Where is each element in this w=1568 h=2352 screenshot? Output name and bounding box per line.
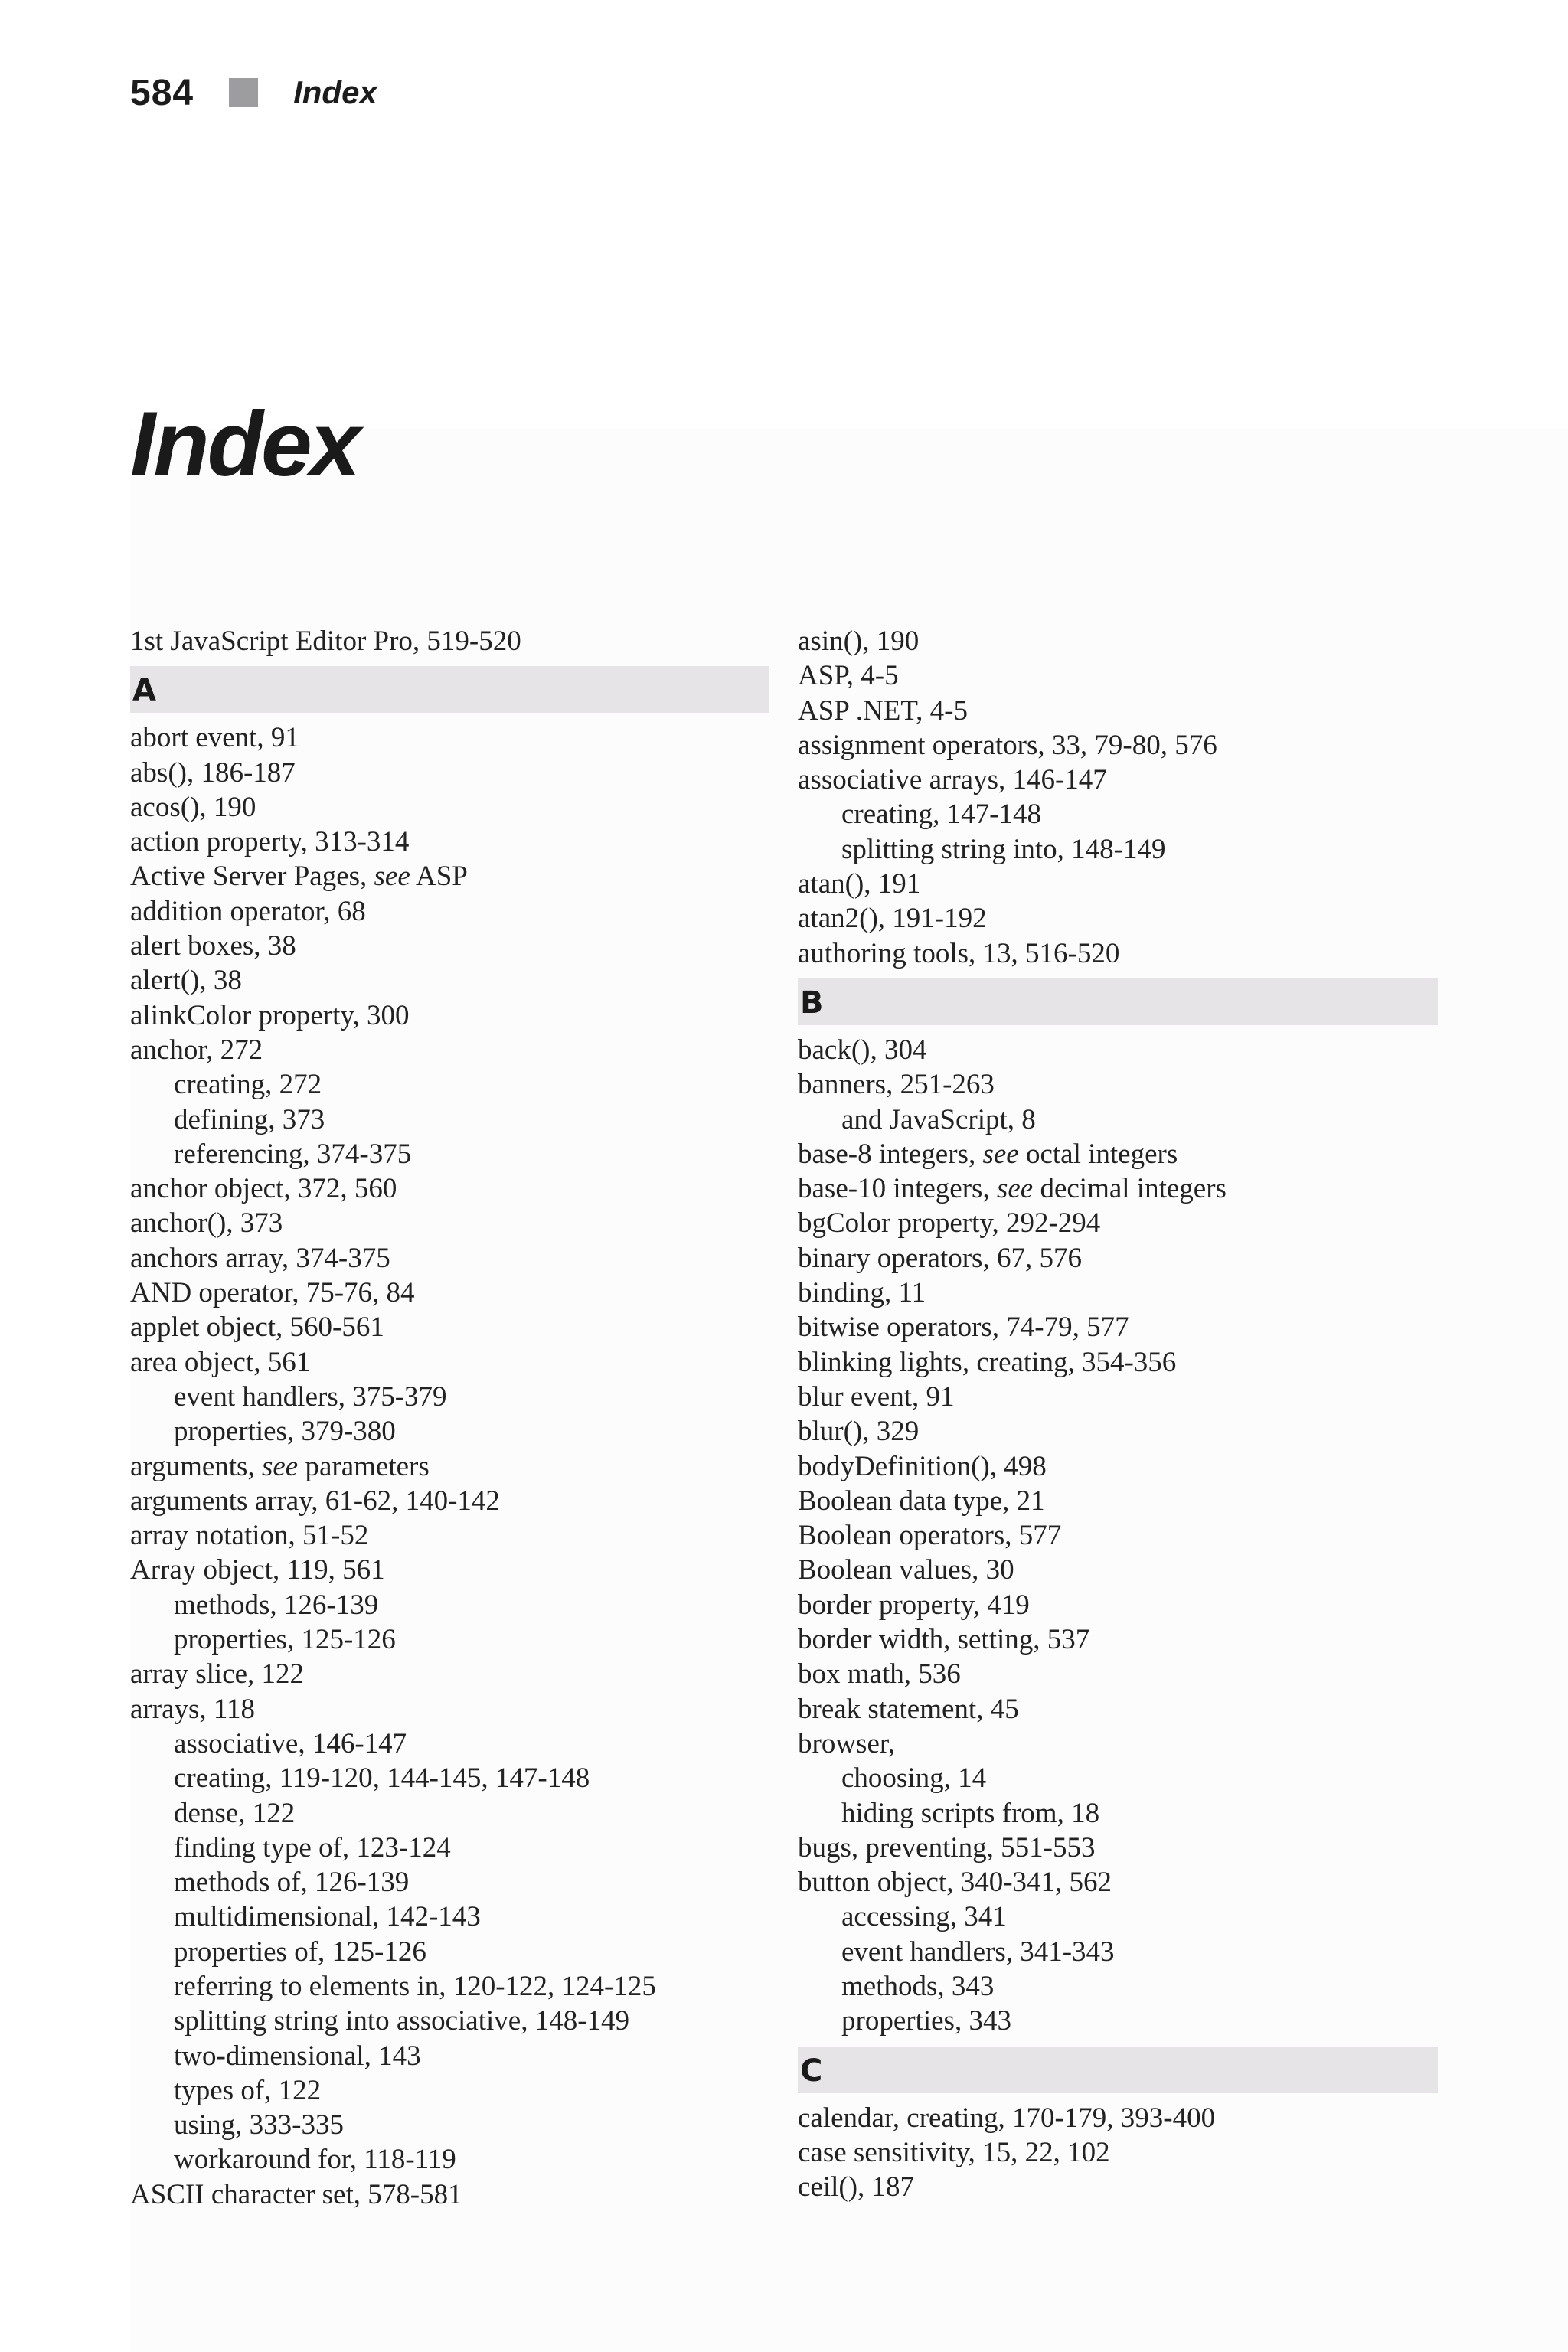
index-entry: border property, 419 — [798, 1589, 1030, 1621]
index-entry: alert(), 38 — [130, 965, 242, 997]
index-subentry: splitting string into associative, 148-149 — [174, 2005, 630, 2037]
index-subentry: finding type of, 123-124 — [174, 1831, 451, 1864]
index-entry: bodyDefinition(), 498 — [798, 1450, 1047, 1482]
index-entry: binding, 11 — [798, 1277, 926, 1309]
index-subentry: choosing, 14 — [841, 1762, 987, 1795]
index-subentry: methods of, 126-139 — [174, 1867, 410, 1899]
index-entry: arrays, 118 — [130, 1693, 256, 1725]
index-entry — [798, 1171, 1438, 1206]
running-header — [130, 66, 377, 119]
index-entry: anchors array, 374-375 — [130, 1242, 390, 1274]
index-entry: button object, 340-341, 562 — [798, 1867, 1112, 1899]
index-subentry: hiding scripts from, 18 — [841, 1797, 1100, 1829]
index-subentry: referencing, 374-375 — [174, 1138, 412, 1170]
index-entry: acos(), 190 — [130, 791, 256, 823]
index-subentry: creating, 272 — [174, 1069, 322, 1101]
index-entry: ASP, 4-5 — [798, 660, 899, 692]
index-subentry: properties of, 125-126 — [174, 1936, 426, 1968]
index-entry: border width, setting, 537 — [798, 1624, 1090, 1656]
see-target: parameters — [298, 1450, 430, 1482]
index-subentry: splitting string into, 148-149 — [841, 833, 1166, 865]
index-entry: abs(), 186-187 — [130, 756, 296, 789]
index-entry: anchor, 272 — [130, 1034, 263, 1066]
index-entry: assignment operators, 33, 79-80, 576 — [798, 729, 1217, 761]
index-subentry: methods, 126-139 — [174, 1589, 379, 1621]
index-subentry: properties, 343 — [841, 2005, 1011, 2037]
index-subentry: two-dimensional, 143 — [174, 2040, 421, 2072]
index-subentry: event handlers, 375-379 — [174, 1380, 447, 1413]
square-marker-icon — [229, 78, 258, 107]
index-subentry: multidimensional, 142-143 — [174, 1901, 481, 1933]
index-subentry: event handlers, 341-343 — [841, 1936, 1115, 1968]
index-entry: anchor(), 373 — [130, 1207, 283, 1240]
entry-term: base-10 integers, — [798, 1173, 997, 1205]
index-entry: Boolean values, 30 — [798, 1554, 1014, 1586]
index-entry: 1st JavaScript Editor Pro, 519-520 — [130, 626, 521, 657]
index-column-right — [798, 624, 1438, 2204]
index-entry — [798, 1137, 1438, 1171]
index-entry: break statement, 45 — [798, 1693, 1019, 1725]
index-entry: array notation, 51-52 — [130, 1520, 369, 1552]
index-entry: AND operator, 75-76, 84 — [130, 1277, 415, 1309]
index-entry: applet object, 560-561 — [130, 1312, 384, 1344]
index-subentry: using, 333-335 — [174, 2109, 344, 2141]
index-entry: back(), 304 — [798, 1034, 927, 1066]
index-entry: asin(), 190 — [798, 626, 920, 657]
index-entry: Boolean data type, 21 — [798, 1485, 1045, 1517]
index-entry: addition operator, 68 — [130, 895, 366, 927]
index-entry: atan2(), 191-192 — [798, 903, 987, 935]
index-subentry: referring to elements in, 120-122, 124-125 — [174, 1970, 656, 2002]
index-column-left — [130, 624, 769, 2212]
index-subentry: dense, 122 — [174, 1797, 296, 1829]
see-reference: see — [982, 1138, 1019, 1170]
index-entry — [130, 859, 769, 893]
index-entry: bitwise operators, 74-79, 577 — [798, 1312, 1129, 1344]
index-subentry: methods, 343 — [841, 1970, 995, 2002]
index-entry: alinkColor property, 300 — [130, 999, 410, 1031]
index-entry: ASP .NET, 4-5 — [798, 694, 968, 727]
see-target: ASP — [410, 861, 468, 893]
see-reference: see — [261, 1450, 299, 1482]
index-entry: anchor object, 372, 560 — [130, 1173, 397, 1205]
index-entry: arguments array, 61-62, 140-142 — [130, 1485, 500, 1517]
index-letter-heading: C — [798, 2047, 1438, 2093]
index-entry: box math, 536 — [798, 1658, 961, 1690]
index-letter-heading: A — [130, 666, 769, 713]
index-letter-heading: B — [798, 978, 1438, 1025]
index-subentry: and JavaScript, 8 — [841, 1103, 1036, 1135]
index-subentry: accessing, 341 — [841, 1901, 1007, 1933]
index-subentry: associative, 146-147 — [174, 1727, 407, 1759]
entry-term: base-8 integers, — [798, 1138, 983, 1170]
index-entry: blinking lights, creating, 354-356 — [798, 1346, 1177, 1378]
index-entry: browser, — [798, 1727, 895, 1759]
index-entry: alert boxes, 38 — [130, 930, 296, 962]
index-entry: action property, 313-314 — [130, 826, 410, 858]
index-entry: banners, 251-263 — [798, 1069, 995, 1101]
index-entry: blur event, 91 — [798, 1380, 955, 1413]
index-subentry: types of, 122 — [174, 2074, 322, 2106]
index-entry: associative arrays, 146-147 — [798, 764, 1107, 796]
index-entry: Array object, 119, 561 — [130, 1554, 385, 1586]
see-reference: see — [374, 861, 410, 893]
index-entry: authoring tools, 13, 516-520 — [798, 937, 1120, 969]
index-entry: area object, 561 — [130, 1346, 311, 1378]
index-entry: bugs, preventing, 551-553 — [798, 1831, 1096, 1864]
index-entry: Boolean operators, 577 — [798, 1520, 1062, 1552]
index-entry: case sensitivity, 15, 22, 102 — [798, 2136, 1110, 2168]
see-reference: see — [996, 1173, 1034, 1205]
page-number: 584 — [130, 72, 194, 113]
index-entry: bgColor property, 292-294 — [798, 1207, 1101, 1240]
index-entry: binary operators, 67, 576 — [798, 1242, 1082, 1274]
index-entry: blur(), 329 — [798, 1416, 920, 1448]
index-entry — [130, 1449, 769, 1484]
index-entry: array slice, 122 — [130, 1658, 305, 1690]
index-subentry: defining, 373 — [174, 1103, 325, 1135]
index-subentry: creating, 147-148 — [841, 799, 1041, 831]
index-entry: ceil(), 187 — [798, 2171, 915, 2203]
see-target: octal integers — [1018, 1138, 1178, 1170]
see-target: decimal integers — [1033, 1173, 1227, 1205]
index-subentry: workaround for, 118-119 — [174, 2144, 456, 2176]
index-entry: calendar, creating, 170-179, 393-400 — [798, 2102, 1216, 2134]
index-entry: ASCII character set, 578-581 — [130, 2178, 462, 2210]
index-subentry: properties, 379-380 — [174, 1416, 396, 1448]
entry-term: Active Server Pages, — [130, 861, 374, 893]
running-title: Index — [293, 74, 377, 110]
entry-term: arguments, — [130, 1450, 262, 1482]
index-subentry: properties, 125-126 — [174, 1624, 396, 1656]
index-entry: atan(), 191 — [798, 868, 921, 900]
index-subentry: creating, 119-120, 144-145, 147-148 — [174, 1762, 590, 1795]
page-title: Index — [130, 393, 359, 495]
index-entry: abort event, 91 — [130, 722, 299, 754]
